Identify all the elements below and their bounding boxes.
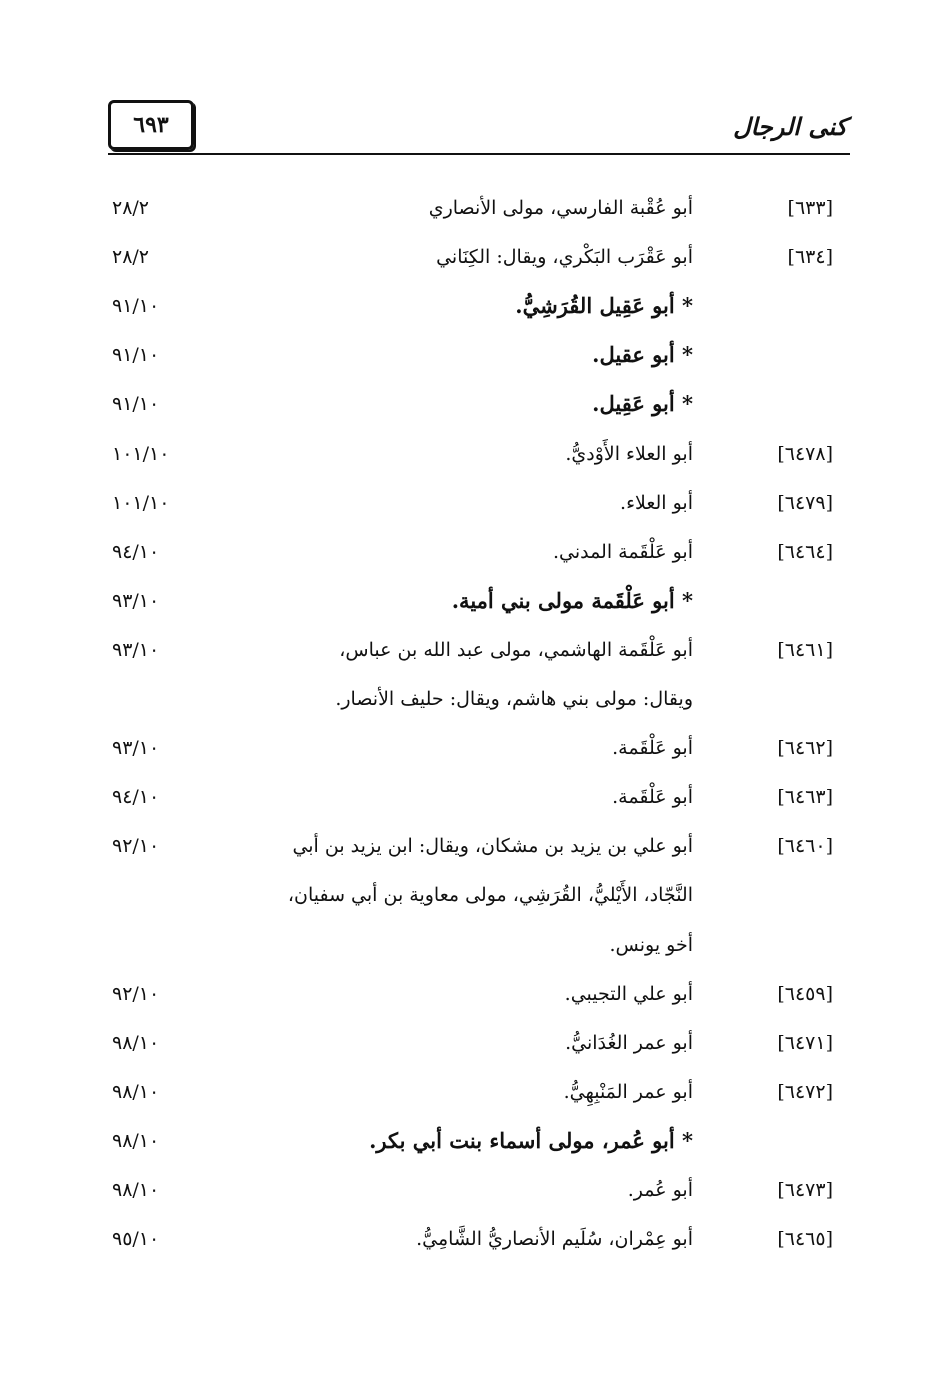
entry-reference: ٩٥/١٠ bbox=[112, 1228, 160, 1251]
entry-number: [٦٤٦٤] bbox=[777, 540, 833, 563]
entry-row bbox=[0, 728, 945, 768]
entry-reference: ١٠١/١٠ bbox=[112, 491, 170, 514]
entry-number: [٦٤٦٥] bbox=[777, 1228, 833, 1251]
entry-name: أبو علي بن يزيد بن مشكان، ويقال: ابن يزيد بن أبي bbox=[292, 835, 693, 858]
entry-row bbox=[0, 532, 945, 572]
entry-name: * أبو عَلْقَمة مولى بني أمية. bbox=[451, 587, 693, 613]
entry-number: [٦٤٦١] bbox=[777, 638, 833, 661]
entry-row bbox=[0, 630, 945, 670]
entry-reference: ٢٨/٢ bbox=[112, 197, 150, 219]
entry-name: أبو عمر المَنْبِهِيُّ. bbox=[563, 1080, 693, 1103]
entry-reference: ٩٣/١٠ bbox=[112, 589, 160, 612]
entry-name: أبو عُمر. bbox=[627, 1179, 693, 1201]
entry-reference: ٩٢/١٠ bbox=[112, 835, 160, 858]
entry-number: [٦٤٧٩] bbox=[777, 491, 833, 514]
entry-number: [٦٤٧٢] bbox=[777, 1080, 833, 1103]
entry-row bbox=[0, 1121, 945, 1161]
entry-reference: ٩١/١٠ bbox=[112, 344, 160, 367]
entry-reference: ٩٢/١٠ bbox=[112, 982, 160, 1005]
entry-row bbox=[0, 777, 945, 817]
entry-name: * أبو عَقِيل. bbox=[592, 391, 693, 417]
entry-row bbox=[0, 286, 945, 326]
entry-reference: ٩٨/١٠ bbox=[112, 1031, 160, 1054]
entry-name: * أبو عَقِيل القُرَشِيُّ. bbox=[515, 293, 693, 319]
entry-reference: ٩٣/١٠ bbox=[112, 638, 160, 661]
entry-row bbox=[0, 1023, 945, 1063]
entry-reference: ٩١/١٠ bbox=[112, 393, 160, 416]
entry-name: أبو عَلْقَمة المدني. bbox=[552, 540, 693, 563]
entry-reference: ٩١/١٠ bbox=[112, 295, 160, 318]
entry-name: أبو عَلْقَمة. bbox=[612, 786, 693, 809]
entry-row bbox=[0, 1072, 945, 1112]
entry-row bbox=[0, 237, 945, 277]
entry-name: أبو العلاء. bbox=[620, 491, 693, 514]
entry-row bbox=[0, 188, 945, 228]
entry-name: أبو عمر الغُدَانيُّ. bbox=[565, 1031, 693, 1054]
entry-row bbox=[0, 483, 945, 523]
entry-number: [٦٤٦٠] bbox=[777, 835, 833, 858]
entry-row bbox=[0, 1170, 945, 1210]
entry-name: أبو عَلْقَمة الهاشمي، مولى عبد الله بن عباس، bbox=[339, 638, 693, 661]
entry-reference: ٢٨/٢ bbox=[112, 246, 150, 269]
entry-number: [٦٣٤] bbox=[787, 246, 833, 269]
entry-number: [٦٤٥٩] bbox=[777, 982, 833, 1005]
entry-row bbox=[0, 384, 945, 424]
entry-number: [٦٤٦٣] bbox=[777, 786, 833, 809]
entry-continuation: النَّجّاد، الأَيْليُّ، القُرَشِي، مولى معاوية بن أبي سفيان، bbox=[287, 884, 693, 907]
entry-row bbox=[0, 974, 945, 1014]
entry-continuation: أخو يونس. bbox=[609, 933, 693, 956]
entry-reference: ١٠١/١٠ bbox=[112, 442, 170, 465]
entry-row bbox=[0, 581, 945, 621]
entry-name: * أبو عقيل. bbox=[592, 342, 693, 368]
entry-name: أبو عَقْرَب البَكْري، ويقال: الكِنَاني bbox=[436, 246, 693, 269]
entry-row bbox=[0, 335, 945, 375]
running-header-title: كنى الرجال bbox=[733, 112, 847, 141]
entry-reference: ٩٣/١٠ bbox=[112, 737, 160, 760]
entry-number: [٦٤٧٨] bbox=[777, 442, 833, 465]
entry-number: [٦٤٧٣] bbox=[777, 1179, 833, 1201]
entry-name: أبو عَلْقَمة. bbox=[612, 737, 693, 760]
entry-row bbox=[0, 1219, 945, 1259]
entry-row bbox=[0, 434, 945, 474]
entry-number: [٦٤٦٢] bbox=[777, 737, 833, 760]
entry-reference: ٩٤/١٠ bbox=[112, 786, 160, 809]
page-number: ٦٩٣ bbox=[133, 112, 169, 138]
entry-reference: ٩٨/١٠ bbox=[112, 1179, 160, 1201]
entry-reference: ٩٨/١٠ bbox=[112, 1129, 160, 1152]
entry-row bbox=[0, 826, 945, 866]
entry-continuation: ويقال: مولى بني هاشم، ويقال: حليف الأنصار. bbox=[335, 688, 693, 710]
entry-name: أبو عُقْبة الفارسي، مولى الأنصاري bbox=[428, 197, 693, 219]
entry-name: أبو عِمْران، سُلَيم الأنصاريُّ الشَّامِيُّ. bbox=[416, 1228, 693, 1251]
entry-name: * أبو عُمر، مولى أسماء بنت أبي بكر. bbox=[369, 1127, 693, 1153]
entry-reference: ٩٨/١٠ bbox=[112, 1080, 160, 1103]
entry-reference: ٩٤/١٠ bbox=[112, 540, 160, 563]
entry-number: [٦٣٣] bbox=[787, 197, 833, 219]
entry-number: [٦٤٧١] bbox=[777, 1031, 833, 1054]
entry-name: أبو العلاء الأَوْديُّ. bbox=[565, 442, 693, 465]
entry-name: أبو علي التجيبي. bbox=[564, 982, 693, 1005]
